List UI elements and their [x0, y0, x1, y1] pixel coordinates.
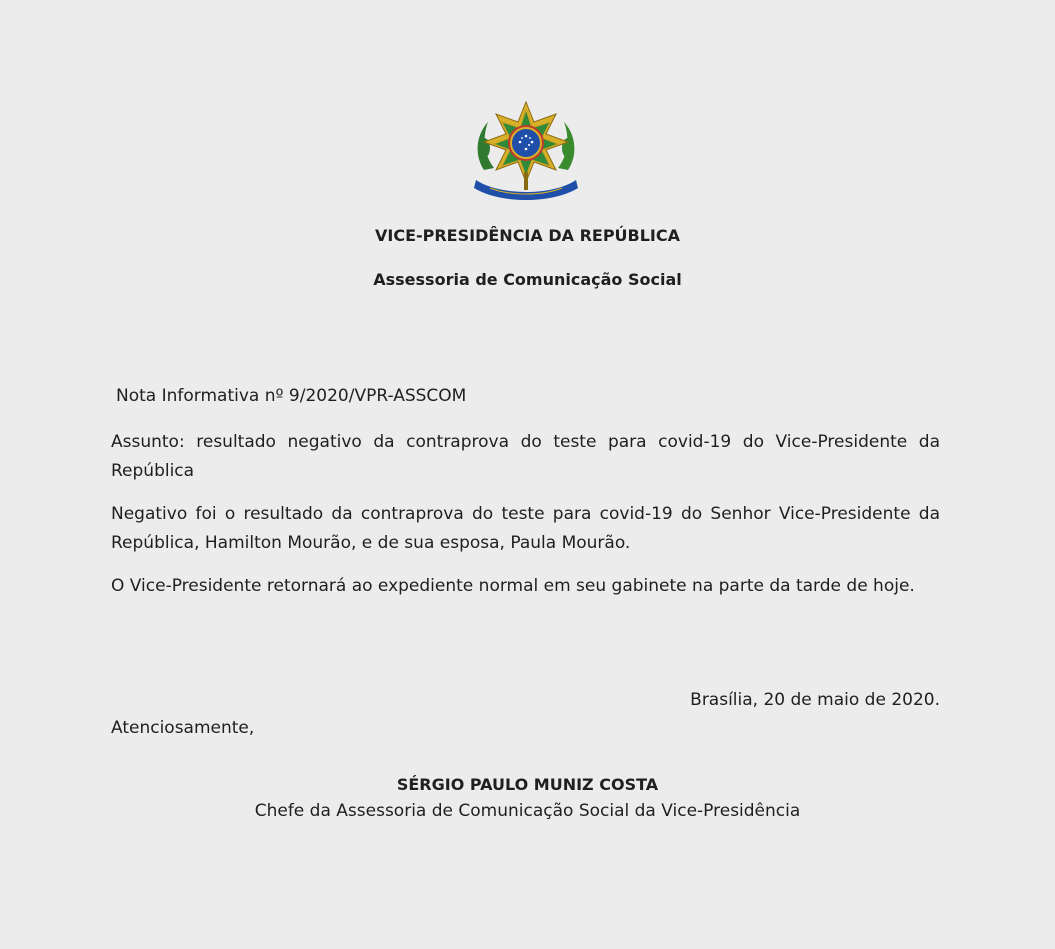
organization-heading: VICE-PRESIDÊNCIA DA REPÚBLICA — [374, 226, 681, 245]
closing-salutation: Atenciosamente, — [111, 718, 255, 738]
body-paragraph: Negativo foi o resultado da contraprova do teste para covid-19 do Senhor Vice-Presidente da República, Hamilton Mourão, e de sua esposa, Paula Mourão. — [111, 504, 940, 553]
brazil-coat-of-arms-icon — [470, 100, 582, 200]
signatory-role: Chefe da Assessoria de Comunicação Social da Vice-Presidência — [254, 801, 801, 821]
signatory-name: SÉRGIO PAULO MUNIZ COSTA — [396, 775, 659, 794]
document-reference: Nota Informativa nº 9/2020/VPR-ASSCOM — [116, 386, 467, 406]
subject-paragraph: Assunto: resultado negativo da contraprova do teste para covid-19 do Vice-Presidente da República — [111, 432, 940, 481]
department-heading: Assessoria de Comunicação Social — [373, 270, 682, 289]
return-paragraph: O Vice-Presidente retornará ao expediente normal em seu gabinete na parte da tarde de hoje. — [111, 576, 915, 596]
place-date: Brasília, 20 de maio de 2020. — [690, 690, 940, 710]
